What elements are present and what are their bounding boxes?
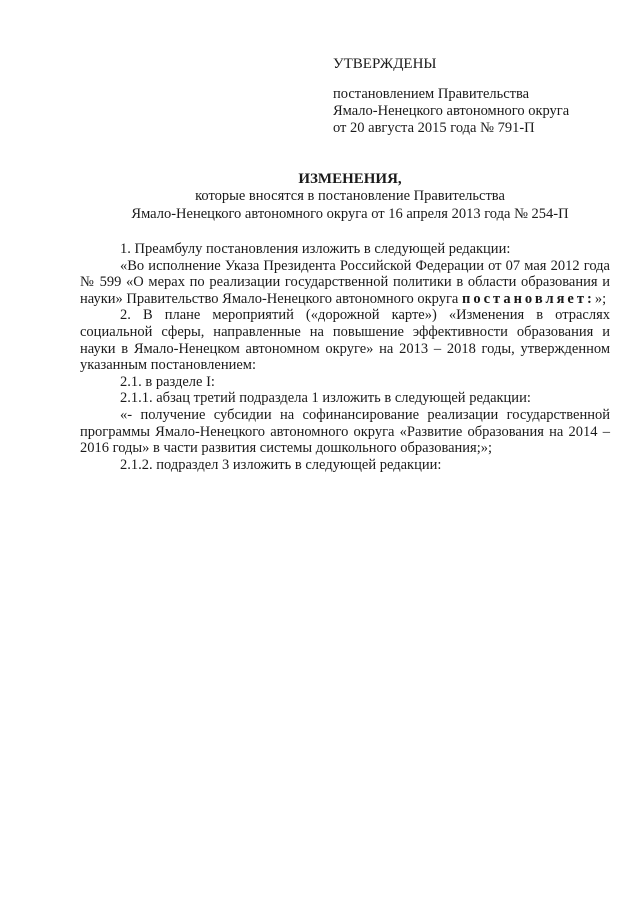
approval-line: от 20 августа 2015 года № 791-П [333,120,535,136]
document-body [80,241,610,473]
document-subtitle-line-2: Ямало-Ненецкого автономного округа от 16 апреля 2013 года № 254-П [131,205,569,222]
paragraph-2-text: «Во исполнение Указа Президента Российской Федерации от 07 мая 2012 года № 599 «О мерах по реализации государственной политики в области образования и науки» Правительство Ямало-Ненецкого автономного округа [80,257,610,307]
approval-line: постановлением Правительства [333,86,530,102]
paragraph-4: 2.1. в разделе I: [120,373,215,390]
paragraph-6: «- получение субсидии на софинансирование реализации государственной программы Ямало-Ненецкого автономного округа «Развитие образования на 2014 – 2016 годы» в части развития системы дошкольного образования;»; [80,406,610,457]
paragraph-3: 2. В плане мероприятий («дорожной карте») «Изменения в отраслях социальной сферы, направленные на повышение эффективности образования и науки в Ямало-Ненецком автономном округе» на 2013 – 2018 годы, утвержденном указанным постановлением: [80,307,610,374]
paragraph-2-end: »; [594,290,607,307]
approval-block [333,56,613,137]
resolution-word: постановляет: [461,290,595,307]
paragraph-2 [80,258,610,308]
paragraph-5: 2.1.1. абзац третий подраздела 1 изложить в следующей редакции: [120,390,531,407]
approval-heading: УТВЕРЖДЕНЫ [333,56,437,72]
approval-line: Ямало-Ненецкого автономного округа [333,103,570,119]
document-title: ИЗМЕНЕНИЯ, [298,171,402,187]
paragraph-1: 1. Преамбулу постановления изложить в следующей редакции: [120,241,511,257]
paragraph-7: 2.1.2. подраздел 3 изложить в следующей редакции: [120,456,442,473]
document-title-block [80,170,620,223]
document-subtitle-line-1: которые вносятся в постановление Правительства [195,188,505,204]
